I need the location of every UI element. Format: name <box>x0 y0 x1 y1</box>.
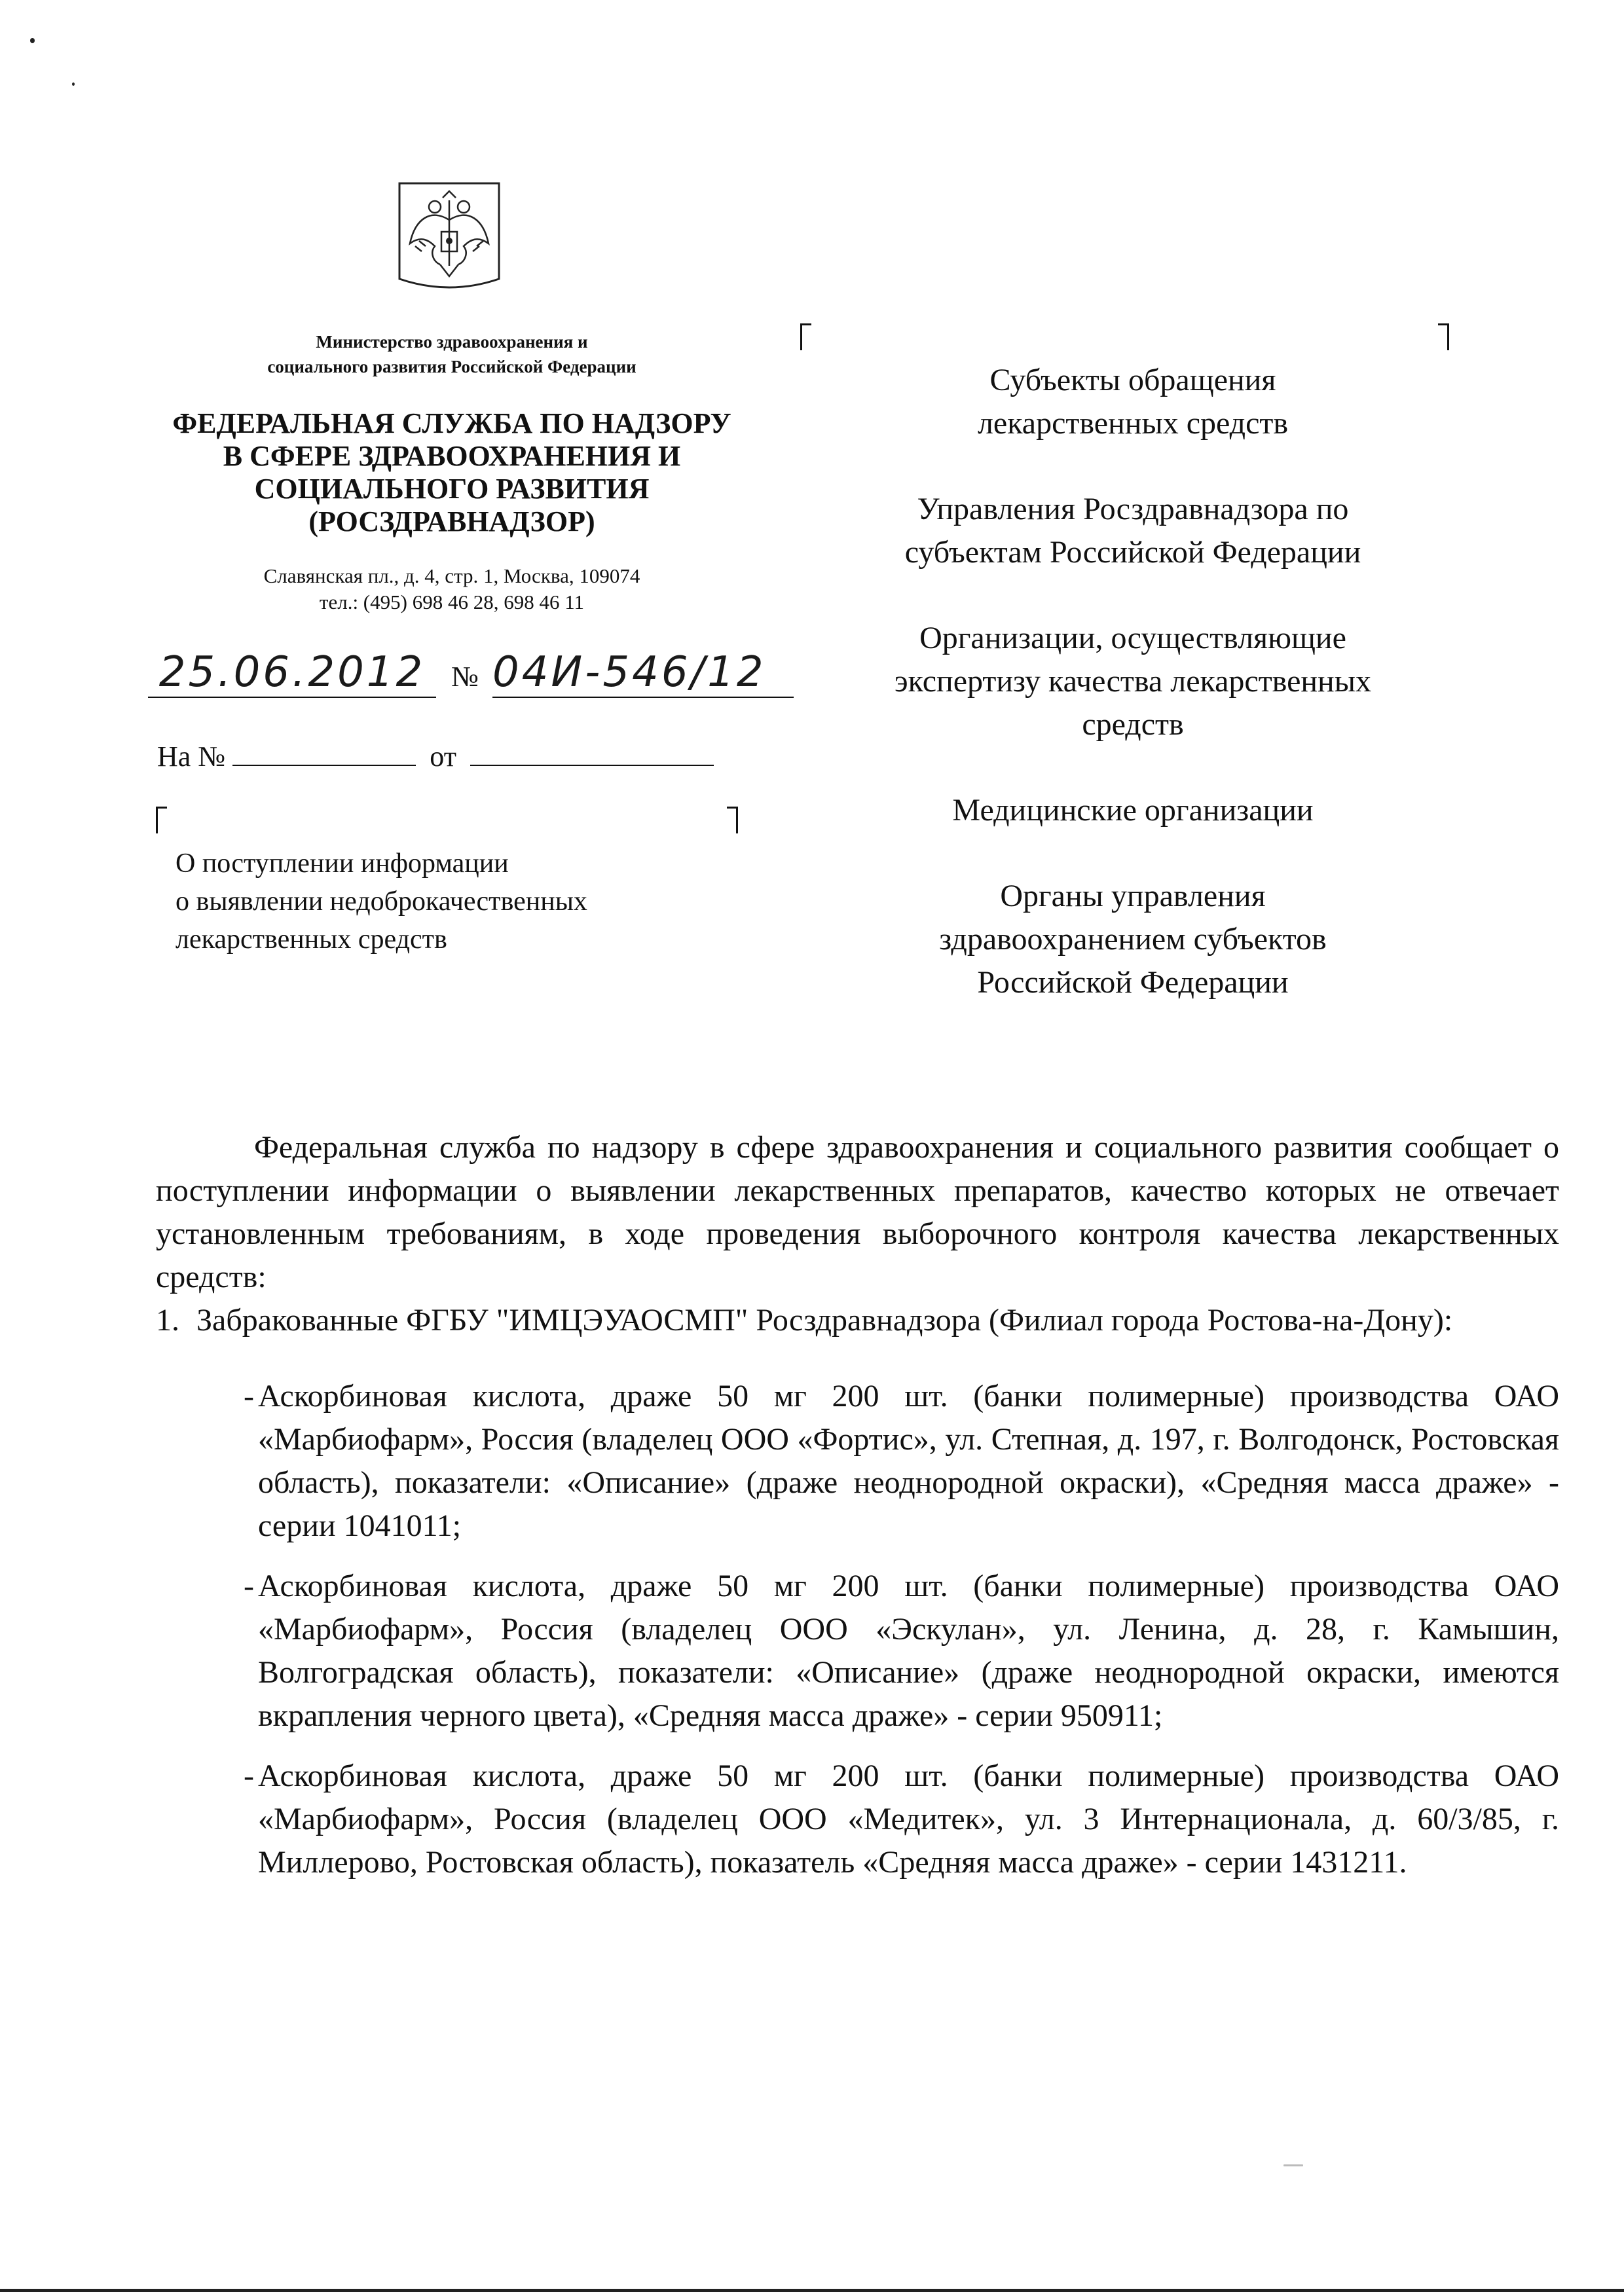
agency-name: ФЕДЕРАЛЬНАЯ СЛУЖБА ПО НАДЗОРУ В СФЕРЕ ЗДРАВООХРАНЕНИЯ И СОЦИАЛЬНОГО РАЗВИТИЯ (РОСЗДРАВНАДЗОР) <box>172 407 731 538</box>
recipient: Управления Росздравнадзора по субъектам Российской Федерации <box>904 492 1361 570</box>
registration-date: 25.06.2012 <box>148 648 436 698</box>
recipient: Субъекты обращения лекарственных средств <box>977 363 1289 441</box>
list-item <box>156 1565 1559 1738</box>
registration-number: 04И-546/12 <box>492 648 794 698</box>
reference-row <box>157 738 747 775</box>
recipients-corner-right <box>1438 323 1449 350</box>
list-item-text: Аскорбиновая кислота, драже 50 мг 200 шт. (банки полимерные) производства ОАО «Марбиофарм», Россия (владелец ООО «Фортис», ул. Степная, д. 197, г. Волгодонск, Ростовская область), показатели: «Описание» (драже неоднородной окраски), «Средняя масса драже» - серии 1041011; <box>258 1379 1559 1543</box>
letter-subject: О поступлении информации о выявлении недоброкачественных лекарственных средств <box>175 848 587 955</box>
numbered-item <box>156 1299 1559 1342</box>
list-item <box>156 1755 1559 1884</box>
agency-address: Славянская пл., д. 4, стр. 1, Москва, 109074 тел.: (495) 698 46 28, 698 46 11 <box>263 564 640 613</box>
subject-corner-right <box>727 807 738 833</box>
scan-speck <box>30 38 35 43</box>
list-item-text: Аскорбиновая кислота, драже 50 мг 200 шт. (банки полимерные) производства ОАО «Марбиофарм», Россия (владелец ООО «Эскулан», ул. Ленина, д. 28, г. Камышин, Волгоградская область), показатели: «Описание» (драже неоднородной окраски, имеются вкрапления черного цвета), «Средняя масса драже» - серии 950911; <box>258 1569 1559 1733</box>
recipient: Органы управления здравоохранением субъектов Российской Федерации <box>939 879 1327 1000</box>
scan-speck <box>72 82 75 86</box>
recipient: Медицинские организации <box>952 793 1314 828</box>
page-bottom-edge <box>0 2289 1624 2292</box>
ministry-name: Министерство здравоохранения и социального развития Российской Федерации <box>267 332 637 376</box>
intro-paragraph: Федеральная служба по надзору в сфере здравоохранения и социального развития сообщает о поступлении информации о выявлении лекарственных препаратов, качество которых не отвечает установленным требованиям, в ходе проведения выборочного контроля качества лекарственных средств: <box>156 1130 1559 1294</box>
letter-body <box>156 1126 1559 1901</box>
subject-corner-left <box>156 807 167 833</box>
reference-date-line <box>470 765 714 766</box>
drug-list <box>156 1375 1559 1884</box>
reference-number-label: На № <box>157 740 226 773</box>
recipient: Организации, осуществляющие экспертизу качества лекарственных средств <box>895 621 1371 742</box>
reference-date-label: от <box>430 740 456 773</box>
recipients-corner-left <box>800 323 811 350</box>
list-item-text: Аскорбиновая кислота, драже 50 мг 200 шт. (банки полимерные) производства ОАО «Марбиофарм», Россия (владелец ООО «Медитек», ул. 3 Интернационала, д. 60/3/85, г. Миллерово, Ростовская область), показатель «Средняя масса драже» - серии 1431211. <box>258 1758 1559 1880</box>
emblem-icon <box>397 181 502 297</box>
number-label: № <box>451 661 479 693</box>
item-text: Забракованные ФГБУ "ИМЦЭУАОСМП" Росздравнадзора (Филиал города Ростова-на-Дону): <box>196 1303 1453 1338</box>
scan-speck <box>1283 2164 1303 2166</box>
reference-number-line <box>232 765 416 766</box>
list-dash: - <box>244 1379 254 1413</box>
list-dash: - <box>244 1569 254 1603</box>
list-dash: - <box>244 1758 254 1793</box>
registration-row <box>148 648 809 707</box>
list-item <box>156 1375 1559 1548</box>
recipients-list <box>819 359 1447 1047</box>
item-number: 1. <box>156 1303 179 1338</box>
